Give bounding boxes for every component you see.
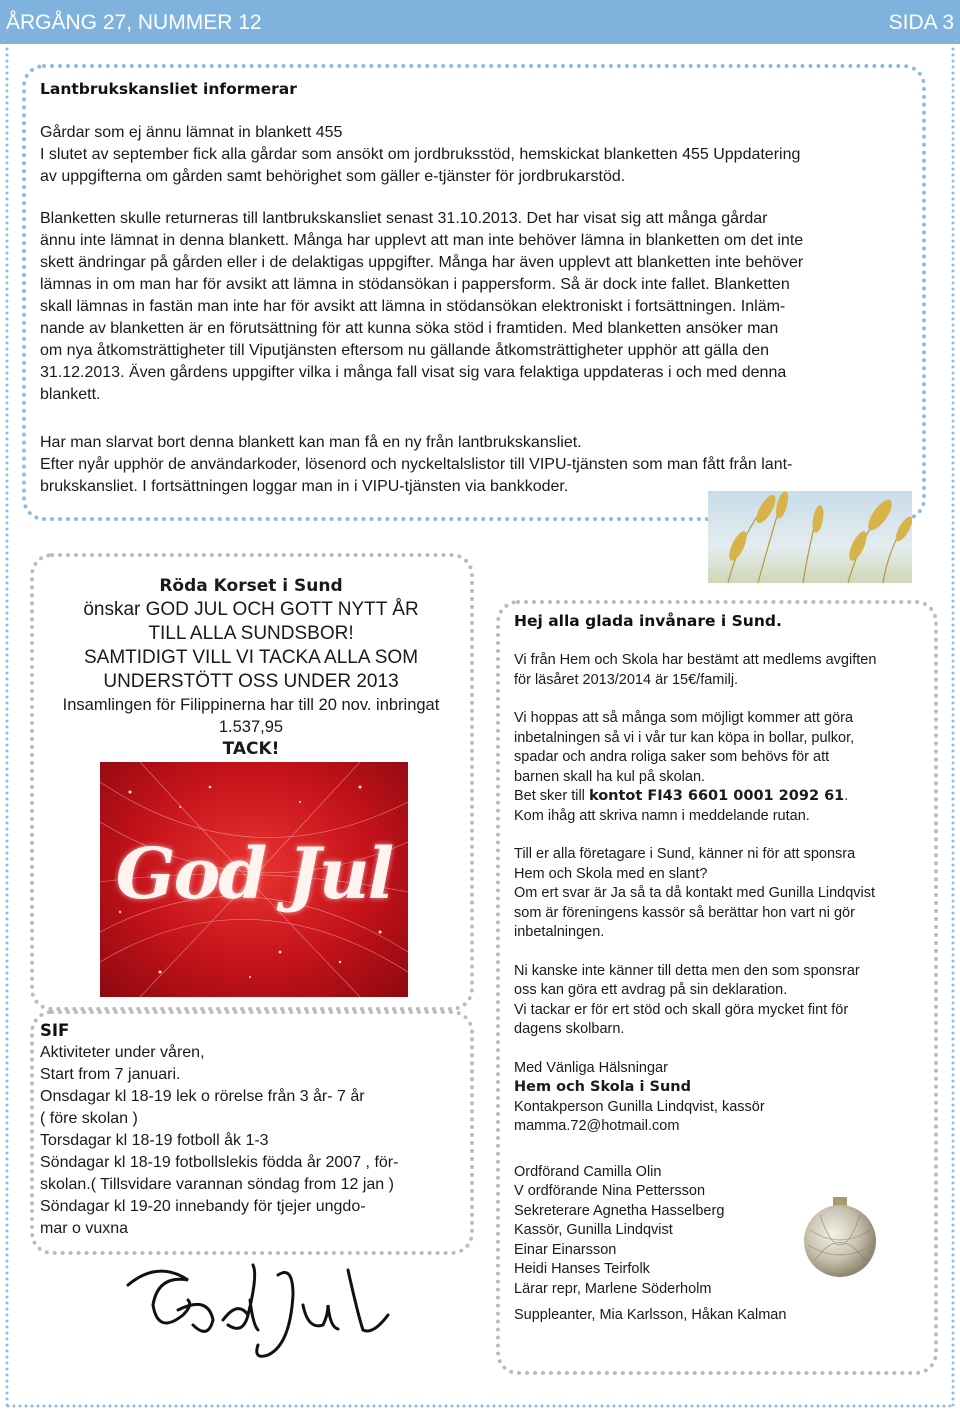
god-jul-handwritten-image — [118, 1255, 398, 1365]
account-number: kontot FI43 6601 0001 2092 61 — [588, 788, 845, 804]
rodakorset-line: UNDERSTÖTT OSS UNDER 2013 — [103, 671, 399, 692]
rodakorset-content — [36, 574, 466, 760]
lantbruk-p2-line: Blanketten skulle returneras till lantbrukskansliet senast 31.10.2013. Det har visat sig att många gårdar — [40, 210, 768, 227]
board-member: Heidi Hanses Teirfolk — [514, 1261, 650, 1277]
hemskola-line: Vi tackar er för ert stöd och skall göra mycket fint för — [514, 1001, 849, 1018]
lantbruk-p2-line: blankett. — [40, 386, 101, 403]
page-number: SIDA 3 — [888, 11, 954, 34]
board-member: Kassör, Gunilla Lindqvist — [514, 1222, 673, 1238]
board-deputies: Suppleanter, Mia Karlsson, Håkan Kalman — [514, 1307, 787, 1323]
lantbruk-p2-line: 31.12.2013. Även gårdens uppgifter vilka i många fall visat sig vara felaktiga uppdateras i och med denna — [40, 364, 787, 381]
board-member: Sekreterare Agnetha Hasselberg — [514, 1202, 725, 1219]
rodakorset-line: SAMTIDIGT VILL VI TACKA ALLA SOM — [83, 647, 419, 668]
hemskola-line: Ni kanske inte känner till detta men den som sponsrar — [514, 962, 860, 979]
sif-line: mar o vuxna — [40, 1220, 129, 1237]
lantbruk-p3-line: brukskansliet. I fortsättningen loggar man in i VIPU-tjänsten via bankkoder. — [40, 478, 569, 495]
rodakorset-line: TILL ALLA SUNDSBOR! — [148, 623, 354, 644]
board-member: Lärar repr, Marlene Söderholm — [514, 1280, 712, 1297]
sif-line: Söndagar kl 18-19 fotbollslekis födda år 2007 , för- — [40, 1154, 399, 1171]
rodakorset-title: Röda Korset i Sund — [159, 576, 343, 596]
board-member: Einar Einarsson — [514, 1241, 617, 1258]
sif-heading: SIF — [40, 1021, 70, 1040]
lantbruk-body — [40, 122, 920, 498]
hemskola-line: Till er alla företagare i Sund, känner ni för att sponsra — [514, 846, 856, 862]
lantbruk-p3-line: Har man slarvat bort denna blankett kan man få en ny från lantbrukskansliet. — [40, 434, 582, 451]
wheat-image — [708, 491, 912, 583]
lantbruk-p1-line: Gårdar som ej ännu lämnat in blankett 455 — [40, 124, 343, 141]
hemskola-line: för läsåret 2013/2014 är 15€/familj. — [514, 671, 739, 688]
left-dotted-border — [5, 46, 9, 1406]
hemskola-line: Vi hoppas att så många som möjligt kommer att göra — [514, 710, 854, 726]
hemskola-line: Om ert svar är Ja så ta då kontakt med Gunilla Lindqvist — [514, 885, 876, 901]
bottom-dotted-border — [5, 1404, 955, 1408]
sif-line: Torsdagar kl 18-19 fotboll åk 1-3 — [40, 1132, 269, 1149]
god-jul-card-text: God Jul — [115, 832, 393, 915]
hemskola-line: spadar och andra roliga saker som behövs för att — [514, 749, 830, 765]
lantbruk-heading: Lantbrukskansliet informerar — [40, 80, 297, 98]
hemskola-org: Hem och Skola i Sund — [514, 1079, 692, 1095]
lantbruk-p2-line: lämnas in om man har för avsikt att lämna in stödansökan i pappersform. Så är dock inte fallet. Blanketten — [40, 276, 790, 293]
hemskola-line: som är föreningens kassör så berättar hon vart ni gör — [514, 904, 855, 921]
sif-body — [40, 1042, 470, 1240]
hemskola-contact: Kontakperson Gunilla Lindqvist, kassör — [514, 1098, 765, 1115]
lantbruk-p3-line: Efter nyår upphör de användarkoder, lösenord och nyckeltalslistor till VIPU-tjänsten som man fått från lant- — [40, 456, 793, 473]
hemskola-greeting: Med Vänliga Hälsningar — [514, 1059, 668, 1076]
lantbruk-p1-line: I slutet av september fick alla gårdar som ansökt om jordbruksstöd, hemskickat blanketten 455 Uppdatering — [40, 146, 801, 163]
board-member: Ordförand Camilla Olin — [514, 1163, 662, 1180]
issue-label: ÅRGÅNG 27, NUMMER 12 — [6, 11, 262, 34]
rodakorset-line: önskar GOD JUL OCH GOTT NYTT ÅR — [83, 599, 419, 620]
sif-line: Start from 7 januari. — [40, 1066, 181, 1083]
rodakorset-tack: TACK! — [222, 739, 280, 759]
lantbruk-p2-line: nande av blanketten är en förutsättning för att kunna söka stöd i framtiden. Med blanketten ansöker man — [40, 320, 779, 337]
hemskola-email: mamma.72@hotmail.com — [514, 1118, 680, 1134]
sif-line: Söndagar kl 19-20 innebandy för tjejer ungdo- — [40, 1198, 366, 1215]
hemskola-line: Vi från Hem och Skola har bestämt att medlems avgiften — [514, 652, 877, 668]
hemskola-line: inbetalningen. — [514, 924, 605, 940]
hemskola-line: barnen skall ha kul på skolan. — [514, 768, 706, 785]
god-jul-card-image — [100, 762, 408, 997]
sif-line: Aktiviteter under våren, — [40, 1044, 205, 1061]
hemskola-line: Kom ihåg att skriva namn i meddelande rutan. — [514, 807, 810, 824]
lantbruk-p2-line: om nya åtkomsträttigheter till Viputjänsten eftersom nu gällande åtkomsträttigheter upphör att gälla den — [40, 342, 770, 359]
lantbruk-p2-line: skett ändringar på gården eller i de delaktigas uppgifter. Många har även upplevt att blanketten inte behöver — [40, 254, 804, 271]
hemskola-line: dagens skolbarn. — [514, 1021, 625, 1037]
christmas-ornament-image — [800, 1195, 880, 1280]
lantbruk-p1-line: av uppgifterna om gården samt behörighet som gäller e-tjänster för jordbrukarstöd. — [40, 168, 626, 185]
sif-line: ( före skolan ) — [40, 1110, 138, 1127]
hemskola-account-line: Bet sker till kontot FI43 6601 0001 2092 61. — [514, 788, 849, 804]
right-dotted-border — [951, 46, 955, 1406]
sif-line: Onsdagar kl 18-19 lek o rörelse från 3 år- 7 år — [40, 1088, 365, 1105]
lantbruk-p2-line: skall lämnas in fastän man inte har för avsikt att lämna in stödansökan elektroniskt i fortsättningen. Inläm- — [40, 298, 786, 315]
rodakorset-amount: 1.537,95 — [218, 718, 284, 736]
lantbruk-p2-line: ännu inte lämnat in denna blankett. Många har upplevt att man inte behöver lämna in blanketten om det inte — [40, 232, 804, 249]
sif-line: skolan.( Tillsvidare varannan söndag from 12 jan ) — [40, 1176, 394, 1193]
page-header — [0, 0, 960, 44]
hemskola-line: oss kan göra ett avdrag på sin deklaration. — [514, 982, 788, 998]
rodakorset-line: Insamlingen för Filippinerna har till 20 nov. inbringat — [62, 696, 440, 714]
board-member: V ordförande Nina Pettersson — [514, 1183, 706, 1199]
hemskola-line: Hem och Skola med en slant? — [514, 865, 708, 882]
hemskola-heading: Hej alla glada invånare i Sund. — [514, 612, 782, 630]
hemskola-line: inbetalningen så vi i vår tur kan köpa in bollar, pulkor, — [514, 729, 855, 746]
